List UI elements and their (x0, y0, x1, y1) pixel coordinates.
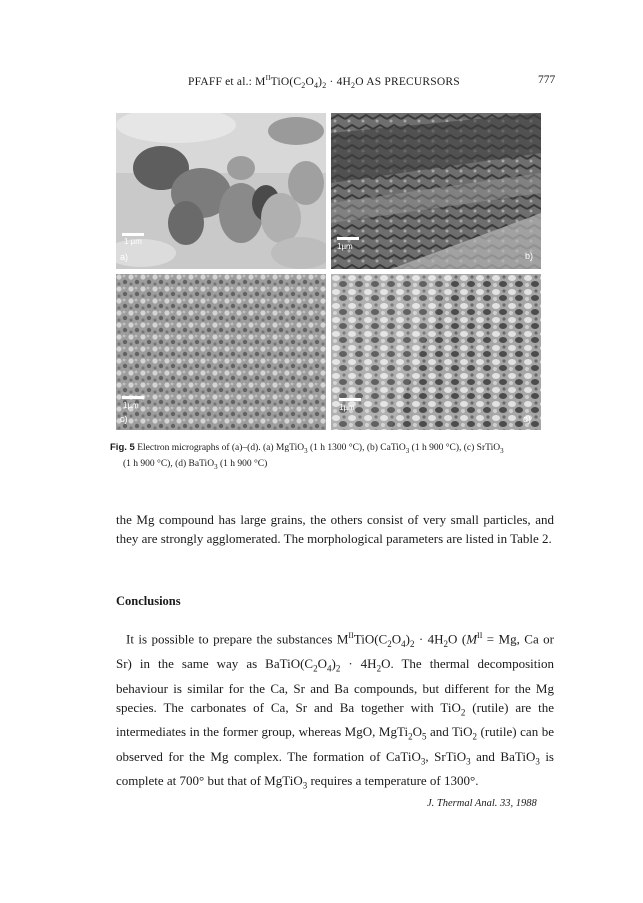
micrograph-a (116, 113, 326, 269)
scale-label-b: 1µm (337, 242, 353, 251)
panel-letter-b: b) (525, 251, 534, 261)
figure-caption (110, 441, 550, 474)
scale-bar-d (339, 398, 361, 401)
section-heading-conclusions: Conclusions (116, 594, 181, 608)
caption-line-1: Electron micrographs of (a)–(d). (a) MgTiO$_3$ (1 h 1300 °C), (b) CaTiO$_3$ (1 h 900 °C), (c) SrTiO$_3$ (137, 443, 504, 455)
journal-footer: J. Thermal Anal. 33, 1988 (427, 798, 537, 809)
paragraph-morphology: the Mg compound has large grains, the others consist of very small particles, and they are strongly agglomerated. The morphological parameters are listed in Table 2. (116, 512, 554, 546)
figure-label: Fig. 5 (110, 442, 135, 453)
micrograph-c (116, 274, 326, 430)
panel-letter-c: c) (120, 414, 128, 424)
scale-label-c: 1µm (123, 401, 139, 410)
caption-line-2: (1 h 900 °C), (d) BaTiO$_3$ (1 h 900 °C) (123, 458, 268, 471)
micrograph-b (331, 113, 541, 269)
scale-label-a: 1 µm (124, 237, 142, 246)
scale-bar-c (122, 396, 144, 399)
panel-letter-a: a) (120, 252, 129, 262)
paragraph-conclusions: It is possible to prepare the substances $M^{II}TiO(C_2O_4)_2 \cdot 4H_2O$ ($M^{II} = Mg$, Ca or Sr) in the same way as $BaTiO(C_2O_4)_2 \cdot 4H_2O$. The thermal decomposition behaviour is similar for the Ca, Sr and Ba compounds, but different for the Mg species. The carbonates of Ca, Sr and Ba together with TiO$_2$ (rutile) are the intermediates in the former group, whereas MgO, $MgTi_2O_5$ and TiO$_2$ (rutile) can be observed for the Mg complex. The formation of CaTiO$_3$, SrTiO$_3$ and BaTiO$_3$ is complete at 700° but that of MgTiO$_3$ requires a temperature of 1300°. (116, 631, 555, 791)
scale-bar-b (337, 237, 359, 240)
scale-bar-a (122, 233, 144, 236)
micrograph-d (331, 274, 541, 430)
scale-label-d: 1µm (339, 403, 355, 412)
running-head (0, 74, 643, 94)
panel-letter-d: d) (523, 414, 532, 424)
figure-5 (116, 113, 543, 496)
running-title: PFAFF et al.: $M^{II}TiO(C_2O_4)_2 \cdot 4H_2O$ AS PRECURSORS (188, 74, 460, 91)
page-number: 777 (538, 74, 556, 86)
